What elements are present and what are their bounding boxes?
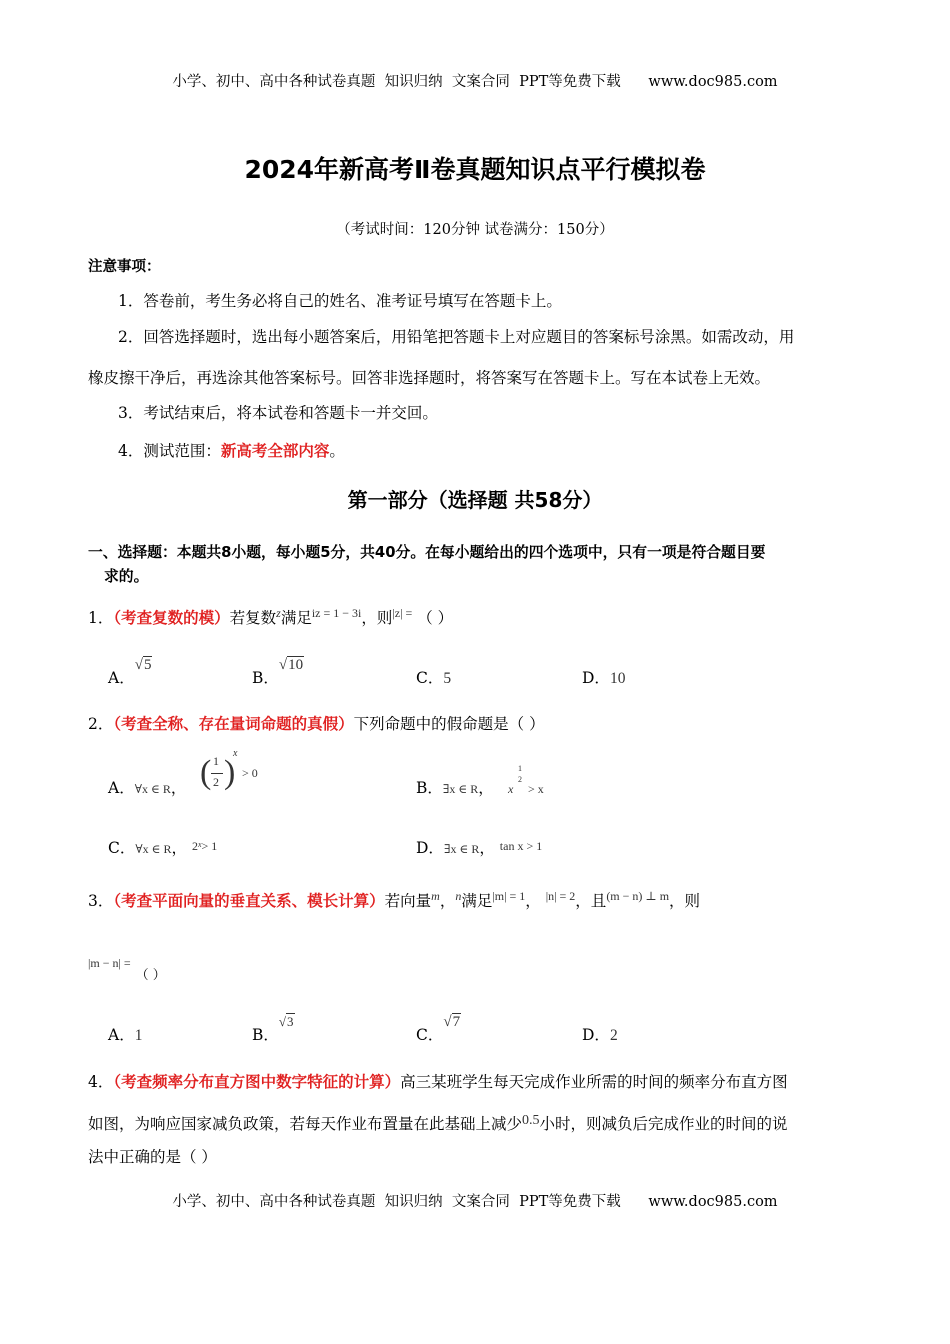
q2-option-d[interactable] bbox=[416, 836, 542, 858]
note-4-suffix: 。 bbox=[329, 442, 345, 460]
question-2 bbox=[88, 713, 545, 735]
question-4-line1 bbox=[88, 1071, 788, 1093]
q3-sep: ， bbox=[439, 892, 456, 910]
q2-option-d-sep: ， bbox=[479, 839, 495, 857]
q4-text2a: 如图，为响应国家减负政策，若每天作业布置量在此基础上减少 bbox=[88, 1115, 523, 1133]
q2-b-relation: > x bbox=[528, 782, 544, 796]
q3-option-b-label: B． bbox=[252, 1026, 279, 1044]
q2-a-fraction-bar bbox=[211, 773, 223, 774]
q2-a-numerator: 1 bbox=[213, 754, 219, 768]
note-4 bbox=[118, 440, 345, 462]
q3-option-d-value: 2 bbox=[609, 1027, 618, 1044]
q3-option-d-label: D． bbox=[582, 1026, 610, 1044]
q2-a-exponent: x bbox=[233, 748, 238, 759]
q1-text1: 若复数 bbox=[229, 609, 277, 627]
note-4-range: 新高考全部内容 bbox=[220, 442, 330, 460]
q2-a-relation: > 0 bbox=[242, 766, 258, 780]
page-footer: 小学、初中、高中各种试卷真题 知识归纳 文案合同 PPT等免费下载 www.doc985.com bbox=[172, 1194, 778, 1210]
q1-equation: iz = 1 − 3i bbox=[311, 606, 362, 620]
q3-option-b[interactable] bbox=[252, 1014, 295, 1045]
q3-text4: ，则 bbox=[669, 892, 701, 910]
question-1 bbox=[88, 602, 453, 629]
q2-option-b-sep: ， bbox=[478, 779, 494, 797]
q3-paren: （ ） bbox=[135, 968, 166, 983]
q3-question-line2 bbox=[88, 952, 166, 987]
q2-option-a-sep: ， bbox=[170, 779, 187, 797]
q1-option-b-label: B． bbox=[252, 669, 279, 687]
q2-option-b-quant: ∃x ∈ R bbox=[442, 782, 479, 796]
q3-tag: （考查平面向量的垂直关系、模长计算） bbox=[113, 892, 385, 910]
note-2-line2: 橡皮擦干净后，再选涂其他答案标号。回答非选择题时，将答案写在答题卡上。写在本试卷上无效。 bbox=[88, 369, 771, 387]
exam-info: （考试时间：120分钟 试卷满分：150分） bbox=[336, 222, 614, 238]
q1-modulus: |z| = bbox=[392, 606, 413, 620]
q2-option-d-expr: tan x > 1 bbox=[499, 839, 543, 853]
q2-a-left-paren: ( bbox=[200, 754, 212, 791]
q2-option-c-quant: ∀x ∈ R bbox=[135, 842, 172, 856]
question-3 bbox=[88, 885, 700, 912]
q3-option-a-value: 1 bbox=[134, 1027, 143, 1044]
q2-tag: （考查全称、存在量词命题的真假） bbox=[113, 715, 354, 733]
question-4-line3: 法中正确的是（ ） bbox=[88, 1148, 217, 1166]
q3-cond-3: (m − n) ⊥ m bbox=[606, 889, 670, 903]
q1-option-a-sqrt: √5 bbox=[134, 657, 152, 673]
q2-b-base: x bbox=[508, 782, 514, 796]
q2-option-a-label: A． bbox=[108, 779, 135, 797]
q1-var: z bbox=[276, 606, 281, 620]
note-3: 3．考试结束后，将本试卷和答题卡一并交回。 bbox=[118, 404, 438, 422]
q2-option-c-label: C． bbox=[108, 839, 136, 857]
q1-option-b[interactable] bbox=[252, 657, 304, 688]
q2-option-b-label: B． bbox=[416, 779, 443, 797]
q2-option-b[interactable] bbox=[416, 776, 494, 798]
q3-option-d[interactable] bbox=[582, 1023, 618, 1045]
q3-option-c-label: C． bbox=[416, 1026, 444, 1044]
q3-number: 3． bbox=[88, 892, 114, 910]
q3-sep-2: ， bbox=[525, 892, 541, 910]
q2-option-d-quant: ∃x ∈ R bbox=[443, 842, 480, 856]
q3-option-c[interactable] bbox=[416, 1014, 461, 1045]
note-2-line1: 2．回答选择题时，选出每小题答案后，用铅笔把答题卡上对应题目的答案标号涂黑。如需改动，用 bbox=[118, 328, 795, 346]
q2-number: 2． bbox=[88, 715, 114, 733]
section-title: 第一部分（选择题 共58分） bbox=[347, 488, 603, 512]
q2-a-denominator: 2 bbox=[213, 775, 219, 789]
notes-heading: 注意事项： bbox=[88, 259, 161, 275]
q2-option-a[interactable] bbox=[108, 776, 186, 798]
note-1: 1．答卷前，考生务必将自己的姓名、准考证号填写在答题卡上。 bbox=[118, 292, 562, 310]
q2-option-c[interactable] bbox=[108, 836, 217, 858]
q4-value: 0.5 bbox=[522, 1113, 540, 1128]
q2-option-b-expr bbox=[508, 764, 578, 798]
q2-option-d-label: D． bbox=[416, 839, 444, 857]
q3-option-a-label: A． bbox=[108, 1026, 135, 1044]
q3-text2: 满足 bbox=[461, 892, 493, 910]
q1-option-d[interactable] bbox=[582, 666, 625, 688]
question-4-line2 bbox=[88, 1110, 788, 1135]
page-title: 2024年新高考Ⅱ卷真题知识点平行模拟卷 bbox=[244, 155, 706, 184]
q3-text1: 若向量 bbox=[384, 892, 432, 910]
q1-paren: （ ） bbox=[417, 609, 454, 627]
q1-option-d-label: D． bbox=[582, 669, 610, 687]
q1-text3: ，则 bbox=[361, 609, 393, 627]
q3-text3: ，且 bbox=[575, 892, 607, 910]
q3-var-m: m bbox=[431, 889, 440, 903]
q2-option-c-sep: ， bbox=[171, 839, 188, 857]
q3-option-b-sqrt: √3 bbox=[278, 1014, 294, 1029]
q1-number: 1． bbox=[88, 609, 114, 627]
q4-text1: 高三某班学生每天完成作业所需的时间的频率分布直方图 bbox=[400, 1073, 788, 1091]
q2-c-relation: > 1 bbox=[201, 839, 218, 853]
q1-option-a-label: A． bbox=[108, 669, 135, 687]
q1-option-b-sqrt: √10 bbox=[278, 657, 304, 673]
q1-option-c-value: 5 bbox=[443, 670, 452, 687]
q4-tag: （考查频率分布直方图中数字特征的计算） bbox=[113, 1073, 401, 1091]
q3-ask: |m − n| = bbox=[88, 956, 131, 970]
note-4-prefix: 4．测试范围： bbox=[118, 442, 221, 460]
q2-c-exponent: x bbox=[197, 839, 202, 849]
q3-cond-2: |n| = 2 bbox=[545, 889, 576, 903]
q1-tag: （考查复数的模） bbox=[113, 609, 230, 627]
q1-option-d-value: 10 bbox=[609, 670, 626, 687]
q3-cond-1: |m| = 1 bbox=[492, 889, 526, 903]
q2-c-base: 2 bbox=[191, 839, 198, 853]
q2-b-exp-denominator: 2 bbox=[518, 775, 522, 784]
part1-intro-line1: 一、选择题：本题共8小题，每小题5分，共40分。在每小题给出的四个选项中，只有一项是符合题目要 bbox=[88, 544, 766, 561]
q4-number: 4． bbox=[88, 1073, 114, 1091]
q2-text: 下列命题中的假命题是（ ） bbox=[353, 715, 545, 733]
q3-option-a[interactable] bbox=[108, 1023, 142, 1045]
q1-option-c-label: C． bbox=[416, 669, 444, 687]
q3-option-c-sqrt: √7 bbox=[443, 1014, 461, 1030]
q1-option-a[interactable] bbox=[108, 657, 152, 688]
q2-option-a-expr bbox=[200, 748, 270, 800]
part1-intro-line2: 求的。 bbox=[104, 568, 149, 585]
q1-option-c[interactable] bbox=[416, 666, 451, 688]
q1-text2: 满足 bbox=[280, 609, 312, 627]
q2-option-a-quant: ∀x ∈ R bbox=[134, 782, 171, 796]
q2-a-right-paren: ) bbox=[224, 754, 236, 791]
q2-b-exp-numerator: 1 bbox=[518, 764, 522, 773]
q3-var-n: n bbox=[455, 889, 462, 903]
page-header: 小学、初中、高中各种试卷真题 知识归纳 文案合同 PPT等免费下载 www.doc985.com bbox=[172, 74, 778, 90]
q4-text2b: 小时，则减负后完成作业的时间的说 bbox=[539, 1115, 788, 1133]
